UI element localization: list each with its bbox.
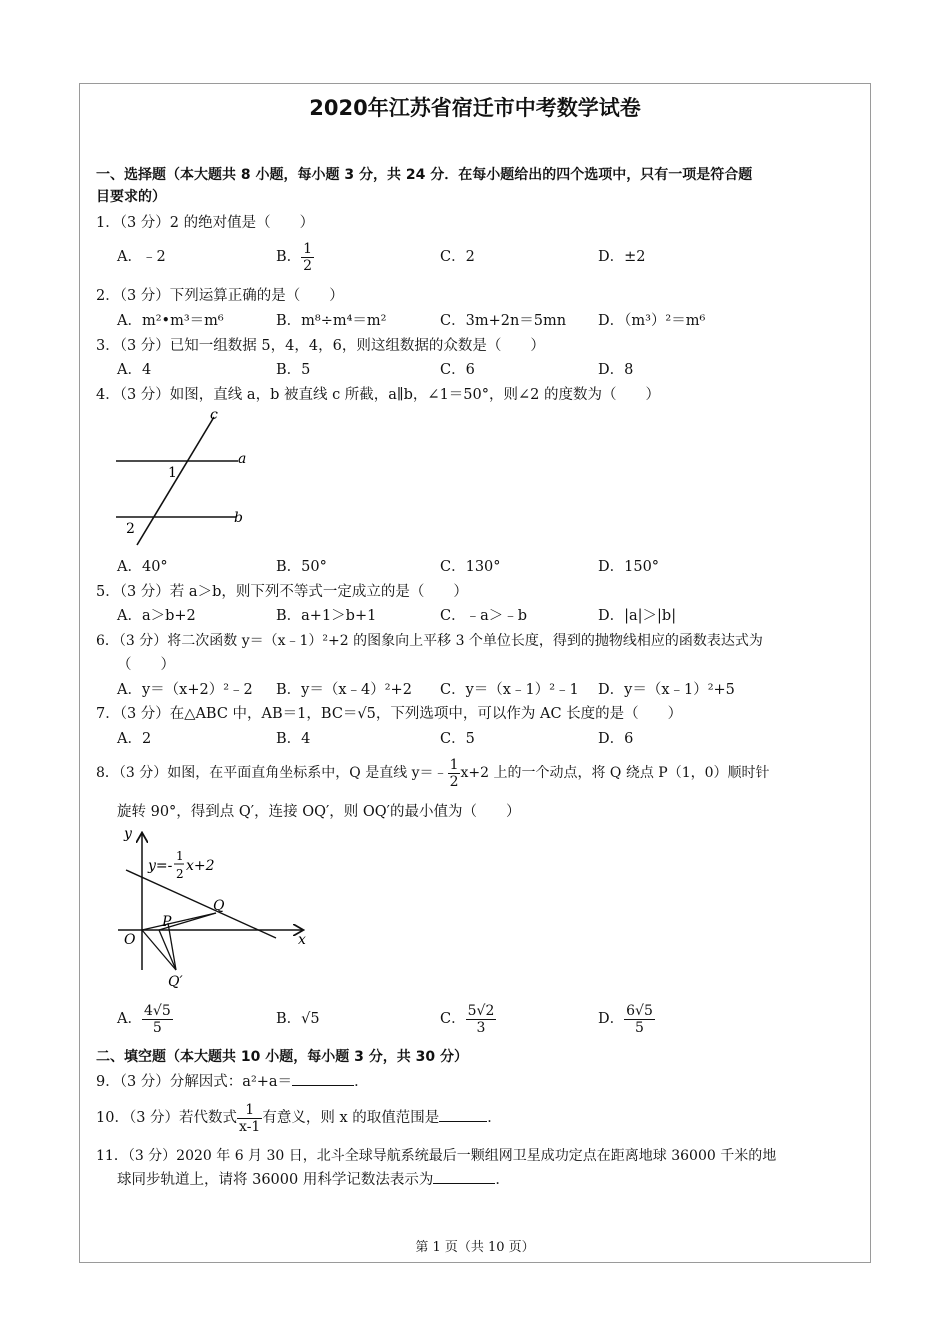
q11-line1: 11．（3 分）2020 年 6 月 30 日，北斗全球导航系统最后一颗组网卫星成功定点在距离地球 36000 千米的地 [96,1148,777,1164]
q8-c-numerator: 5√2 [467,1002,495,1019]
q4-option-c: C．130° [440,559,501,575]
q2-stem: 2．（3 分）下列运算正确的是（ ） [96,288,344,304]
q11-line2 [117,1170,510,1190]
exam-title: 2020年江苏省宿迁市中考数学试卷 [309,96,641,120]
q1-option-c: C．2 [440,249,475,265]
q10-stem-pre: 10．（3 分）若代数式 [96,1110,238,1126]
q6-stem-line2: （ ） [117,657,175,673]
q6-option-d: D．y＝（x﹣1）²+5 [598,682,735,698]
q8-stem-fraction [448,757,461,790]
q8-line-label-num: 1 [176,849,184,863]
q8-c-fraction [466,1003,497,1036]
q3-option-a: A．4 [117,362,152,378]
section2-heading: 二、填空题（本大题共 10 小题，每小题 3 分，共 30 分） [96,1049,468,1065]
q9-stem: 9．（3 分）分解因式：a²+a＝ [96,1074,293,1090]
q1-option-b-prefix: B． [276,249,302,265]
q10-answer-blank[interactable] [439,1109,487,1122]
segment-o-q2 [142,930,176,970]
q4-parallel-lines-figure [110,405,260,550]
q1-option-b-fraction [301,241,314,274]
q8-option-c [440,1000,496,1038]
q8-d-numerator: 6√5 [626,1002,653,1019]
q5-stem: 5．（3 分）若 a＞b，则下列不等式一定成立的是（ ） [96,584,468,600]
page-footer: 第 1 页（共 10 页） [415,1240,535,1255]
q4-label-c: c [210,407,218,423]
q8-a-fraction [142,1003,173,1036]
section1-heading-line2: 目要求的） [96,189,166,205]
q1-stem: 1．（3 分）2 的绝对值是（ ） [96,215,315,231]
q10-numerator: 1 [237,1102,262,1119]
q5-option-b: B．a+1＞b+1 [276,608,377,624]
q1-b-numerator: 1 [303,240,313,257]
q11-answer-blank[interactable] [433,1171,495,1184]
q10-denominator: x-1 [239,1118,261,1135]
q1-option-d: D．±2 [598,249,646,265]
q8-c-denominator: 3 [476,1019,486,1036]
segment-p-q2 [159,930,176,970]
q6-stem-line1: 6．（3 分）将二次函数 y＝（x﹣1）²+2 的图象向上平移 3 个单位长度，得到的抛物线相应的函数表达式为 [96,633,763,649]
q8-stem-line2: 旋转 90°，得到点 Q′，连接 OQ′，则 OQ′的最小值为（ ） [117,804,521,820]
q8-stem-pre: 8．（3 分）如图，在平面直角坐标系中，Q 是直线 y＝﹣ [96,765,448,781]
q8-c-prefix: C． [440,1011,466,1027]
q8-a-numerator: 4√5 [143,1002,171,1019]
q8-coordinate-figure [110,822,320,994]
q11-stem: 球同步轨道上，请将 36000 用科学记数法表示为 [117,1172,434,1188]
q6-option-c: C．y＝（x﹣1）²﹣1 [440,682,579,698]
q4-stem: 4．（3 分）如图，直线 a，b 被直线 c 所截，a∥b，∠1＝50°，则∠2 的度数为（ ） [96,387,660,403]
q1-option-a: A．﹣2 [117,249,166,265]
q2-option-d: D．（m³）²＝m⁶ [598,313,706,329]
line-c [137,417,214,545]
q7-option-d: D．6 [598,731,634,747]
q5-option-c: C．﹣a＞﹣b [440,608,528,624]
q8-d-fraction [624,1003,655,1036]
q4-label-b: b [234,510,243,526]
line-y-eq [126,870,276,938]
q10-stem-post: 有意义，则 x 的取值范围是 [262,1110,440,1126]
q9-end: ． [354,1074,369,1090]
q8-d-denominator: 5 [635,1019,644,1036]
q6-option-b: B．y＝（x﹣4）²+2 [276,682,412,698]
q8-label-x: x [298,932,306,948]
q4-label-a: a [238,451,247,467]
q2-option-b: B．m⁸÷m⁴＝m² [276,313,387,329]
q8-stem-post: x+2 上的一个动点，将 Q 绕点 P（1，0）顺时针 [460,765,770,781]
q4-angle-2: 2 [126,521,135,537]
q3-stem: 3．（3 分）已知一组数据 5，4，4，6，则这组数据的众数是（ ） [96,338,545,354]
q8-option-a [117,1000,173,1038]
q8-label-y: y [124,826,132,842]
q8-line-label-pre: y=- [148,858,173,874]
q4-option-a: A．40° [117,559,168,575]
q7-option-a: A．2 [117,731,152,747]
q2-option-c: C．3m+2n＝5mn [440,313,567,329]
q9-answer-blank[interactable] [292,1073,354,1086]
section1-heading-line1: 一、选择题（本大题共 8 小题，每小题 3 分，共 24 分．在每小题给出的四个选项中，只有一项是符合题 [96,167,753,183]
q8-line-label-post: x+2 [186,858,215,874]
q1-option-b [276,240,314,274]
q11-end: ． [495,1172,510,1188]
q8-label-q: Q [213,898,225,914]
q1-b-denominator: 2 [303,257,313,274]
q8-stem-numerator: 1 [449,756,459,773]
q4-option-b: B．50° [276,559,327,575]
q3-option-b: B．5 [276,362,311,378]
q7-option-c: C．5 [440,731,475,747]
q4-option-d: D．150° [598,559,660,575]
q8-option-b: B．√5 [276,1011,320,1027]
q5-option-a: A．a＞b+2 [117,608,196,624]
q7-stem: 7．（3 分）在△ABC 中，AB＝1，BC＝√5，下列选项中，可以作为 AC 长度的是（ ） [96,706,683,722]
q2-option-a: A．m²•m³＝m⁶ [117,313,224,329]
q8-line-label-den: 2 [176,867,184,881]
q7-option-b: B．4 [276,731,311,747]
q10-fraction [237,1102,262,1135]
q8-stem-line1 [96,754,770,792]
q8-label-p: P [162,914,172,930]
q8-stem-denominator: 2 [449,773,459,790]
q8-option-d [598,1000,655,1038]
segment-p-q [142,913,216,930]
q5-option-d: D．|a|＞|b| [598,608,677,624]
q3-option-c: C．6 [440,362,475,378]
q8-a-denominator: 5 [152,1019,162,1036]
q8-label-o: O [124,932,136,948]
q6-option-a: A．y＝（x+2）²﹣2 [117,682,253,698]
q10-end: ． [487,1110,502,1126]
q8-label-q-prime: Q′ [168,974,183,990]
q3-option-d: D．8 [598,362,634,378]
q9-line [96,1072,369,1092]
q8-a-prefix: A． [117,1011,142,1027]
q8-d-prefix: D． [598,1011,625,1027]
q4-angle-1: 1 [168,465,177,481]
q10-line [96,1097,502,1139]
